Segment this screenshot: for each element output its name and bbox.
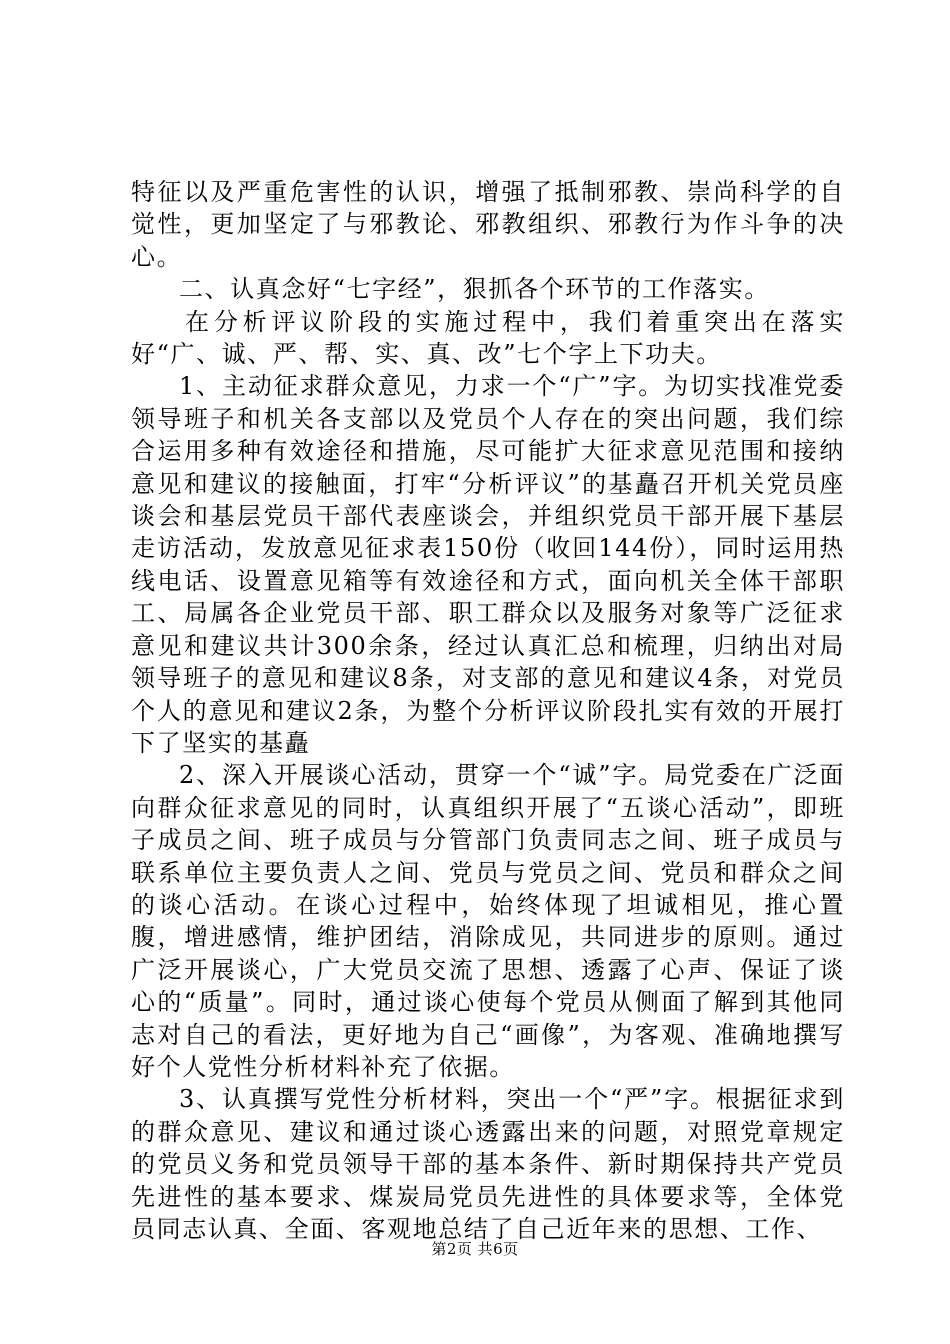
paragraph-item-1: 1、主动征求群众意见，力求一个“广”字。为切实找准党委领导班子和机关各支部以及党员个人存在的突出问题，我们综合运用多种有效途径和措施，尽可能扩大征求意见范围和接纳意见和建议的接触面，打牢“分析评议”的基矗召开机关党员座谈会和基层党员干部代表座谈会，并组织党员干部开展下基层走访活动，发放意见征求表150份（收回144份），同时运用热线电话、设置意见箱等有效途径和方式，面向机关全体干部职工、局属各企业党员干部、职工群众以及服务对象等广泛征求意见和建议共计300余条，经过认真汇总和梳理，归纳出对局领导班子的意见和建议8条，对支部的意见和建议4条，对党员个人的意见和建议2条，为整个分析评议阶段扎实有效的开展打下了坚实的基矗 [131, 372, 845, 757]
paragraph-intro: 在分析评议阶段的实施过程中，我们着重突出在落实好“广、诚、严、帮、实、真、改”七个字上下功夫。 [131, 307, 845, 369]
paragraph-continuation: 特征以及严重危害性的认识，增强了抵制邪教、崇尚科学的自觉性，更加坚定了与邪教论、邪教组织、邪教行为作斗争的决心。 [131, 178, 845, 271]
paragraph-item-3: 3、认真撰写党性分析材料，突出一个“严”字。根据征求到的群众意见、建议和通过谈心透露出来的问题，对照党章规定的党员义务和党员领导干部的基本条件、新时期保持共产党员先进性的基本要求、煤炭局党员先进性的具体要求等，全体党员同志认真、全面、客观地总结了自己近年来的思想、工作、 [131, 1085, 845, 1243]
page-number-footer: 第2页 共6页 [431, 1240, 519, 1258]
paragraph-item-2: 2、深入开展谈心活动，贯穿一个“诚”字。局党委在广泛面向群众征求意见的同时，认真组织开展了“五谈心活动”，即班子成员之间、班子成员与分管部门负责同志之间、班子成员与联系单位主要负责人之间、党员与党员之间、党员和群众之间的谈心活动。在谈心过程中，始终体现了坦诚相见，推心置腹，增进感情，维护团结，消除成见，共同进步的原则。通过广泛开展谈心，广大党员交流了思想、透露了心声、保证了谈心的“质量”。同时，通过谈心使每个党员从侧面了解到其他同志对自己的看法，更好地为自己“画像”，为客观、准确地撰写好个人党性分析材料补充了依据。 [131, 761, 845, 1081]
section-heading: 二、认真念好“七字经”，狠抓各个环节的工作落实。 [179, 275, 770, 304]
document-body [131, 176, 845, 1245]
